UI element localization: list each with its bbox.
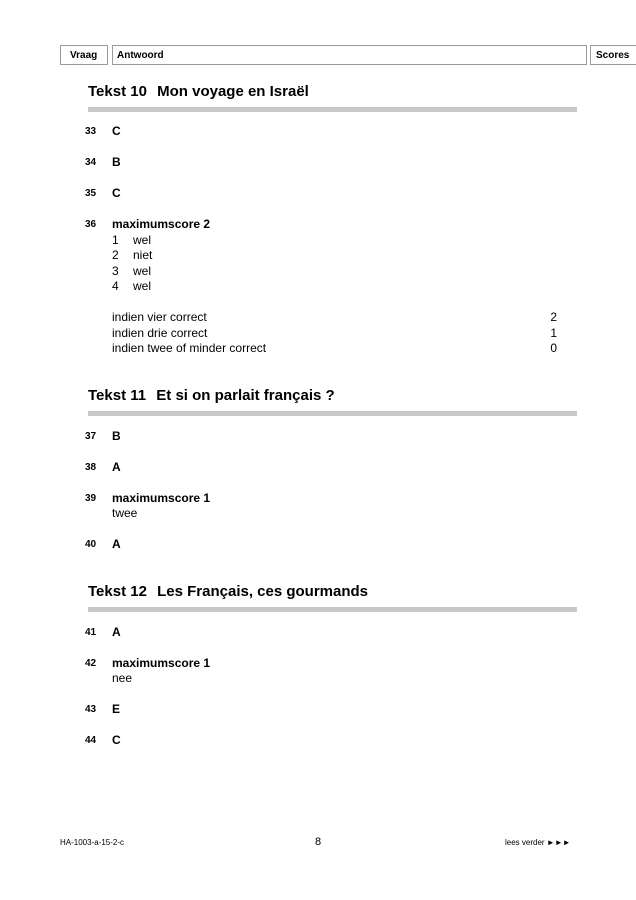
- header-scores: Scores: [590, 45, 636, 65]
- answer-list-item: 2 niet: [112, 248, 153, 262]
- question-number: 40: [85, 539, 97, 550]
- answer: A: [112, 625, 121, 639]
- document-code: HA-1003-a-15-2-c: [60, 838, 125, 847]
- score-points: 1: [550, 326, 557, 340]
- section-number: Tekst 12: [88, 583, 147, 600]
- section-title: [88, 387, 335, 404]
- score-points: 0: [550, 341, 557, 355]
- header-vraag: Vraag: [60, 45, 108, 65]
- section-name: Les Français, ces gourmands: [157, 583, 369, 600]
- answer: B: [112, 429, 121, 443]
- question-number: 34: [85, 157, 97, 168]
- section-rule: [88, 107, 577, 112]
- answer: B: [112, 155, 121, 169]
- answer: maximumscore 2: [112, 217, 211, 231]
- answer: A: [112, 460, 121, 474]
- section-number: Tekst 10: [88, 83, 147, 100]
- answer: maximumscore 1: [112, 656, 211, 670]
- question-number: 37: [85, 431, 97, 442]
- section-number: Tekst 11: [88, 387, 147, 404]
- question-number: 42: [85, 658, 97, 669]
- question-number: 39: [85, 493, 97, 504]
- answer-detail: nee: [112, 671, 133, 685]
- answer: maximumscore 1: [112, 491, 211, 505]
- page-number: 8: [315, 836, 322, 848]
- score-points: 2: [550, 310, 557, 324]
- question-number: 38: [85, 462, 97, 473]
- question-number: 35: [85, 188, 97, 199]
- question-number: 36: [85, 219, 97, 230]
- answer-list-item: 1 wel: [112, 233, 152, 247]
- answer: E: [112, 702, 121, 716]
- section-title: [88, 83, 309, 100]
- answer: C: [112, 733, 121, 747]
- section-name: Mon voyage en Israël: [157, 83, 309, 100]
- answer: A: [112, 537, 121, 551]
- answer: C: [112, 124, 121, 138]
- answer: C: [112, 186, 121, 200]
- answer-detail: twee: [112, 506, 138, 520]
- continue-note: lees verder ►►►: [505, 838, 571, 847]
- answer-list-item: 3 wel: [112, 264, 152, 278]
- scoring-rule: indien vier correct 2: [112, 310, 557, 324]
- question-number: 44: [85, 735, 97, 746]
- section-name: Et si on parlait français ?: [156, 387, 335, 404]
- answer-list-item: 4 wel: [112, 279, 152, 293]
- scoring-rule: indien twee of minder correct 0: [112, 341, 557, 355]
- question-number: 33: [85, 126, 97, 137]
- header-antwoord: Antwoord: [112, 45, 587, 65]
- question-number: 41: [85, 627, 97, 638]
- section-rule: [88, 607, 577, 612]
- section-title: [88, 583, 368, 600]
- section-rule: [88, 411, 577, 416]
- question-number: 43: [85, 704, 97, 715]
- scoring-rule: indien drie correct 1: [112, 326, 557, 340]
